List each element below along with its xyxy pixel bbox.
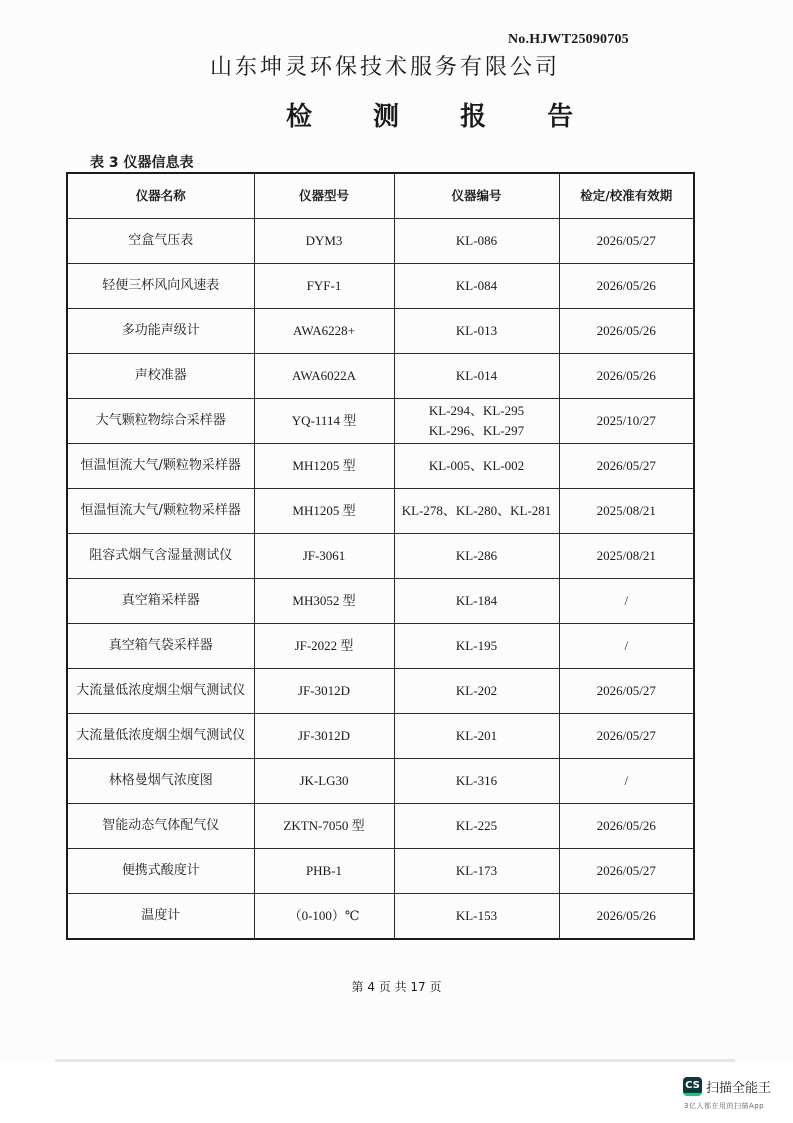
instrument-model: PHB-1: [254, 849, 394, 894]
instrument-id: [394, 399, 559, 444]
instrument-model: JF-3061: [254, 534, 394, 579]
instrument-name: 大气颗粒物综合采样器: [67, 399, 254, 444]
instrument-name: 声校准器: [67, 354, 254, 399]
validity-date: 2026/05/26: [559, 309, 694, 354]
table-row: [67, 759, 694, 804]
page-number: 第 4 页 共 17 页: [351, 980, 442, 994]
table-row: [67, 894, 694, 940]
instrument-name: 轻便三杯风向风速表: [67, 264, 254, 309]
validity-date: 2026/05/26: [559, 804, 694, 849]
validity-date: 2025/10/27: [559, 399, 694, 444]
instrument-id: [394, 309, 559, 354]
validity-date: 2026/05/26: [559, 264, 694, 309]
table-row: [67, 534, 694, 579]
instrument-id: [394, 624, 559, 669]
table-row: [67, 399, 694, 444]
instrument-id-line: KL-225: [455, 818, 498, 833]
instrument-name: 恒温恒流大气/颗粒物采样器: [67, 444, 254, 489]
table-caption: 表 3 仪器信息表: [90, 155, 194, 171]
table-row: [67, 309, 694, 354]
instrument-id-line: KL-173: [455, 863, 498, 878]
instrument-id-line: KL-278、KL-280、KL-281: [401, 503, 552, 518]
instrument-name: 空盒气压表: [67, 219, 254, 264]
camscanner-logo-icon: CS: [683, 1077, 702, 1096]
column-header-id: 仪器编号: [394, 173, 559, 219]
instrument-model: MH3052 型: [254, 579, 394, 624]
instrument-model: ZKTN-7050 型: [254, 804, 394, 849]
table-row: [67, 849, 694, 894]
instrument-model: YQ-1114 型: [254, 399, 394, 444]
instrument-model: DYM3: [254, 219, 394, 264]
validity-date: 2026/05/26: [559, 354, 694, 399]
instrument-name: 便携式酸度计: [67, 849, 254, 894]
instrument-name: 多功能声级计: [67, 309, 254, 354]
table-row: [67, 579, 694, 624]
validity-date: /: [559, 624, 694, 669]
instrument-id: [394, 354, 559, 399]
instrument-id-line: KL-005、KL-002: [428, 458, 525, 473]
instrument-id: [394, 714, 559, 759]
instrument-id-line: KL-013: [455, 323, 498, 338]
validity-date: /: [559, 579, 694, 624]
validity-date: 2026/05/27: [559, 669, 694, 714]
instrument-id: [394, 759, 559, 804]
validity-date: 2026/05/26: [559, 894, 694, 940]
validity-date: /: [559, 759, 694, 804]
table-header-row: [67, 173, 694, 219]
column-header-model: 仪器型号: [254, 173, 394, 219]
scan-edge: [55, 1059, 735, 1062]
table-row: [67, 444, 694, 489]
table-row: [67, 804, 694, 849]
instrument-id: [394, 579, 559, 624]
instrument-id-line: KL-086: [455, 233, 498, 248]
table-row: [67, 489, 694, 534]
document-title: 检 测 报 告: [286, 102, 600, 132]
column-header-name: 仪器名称: [67, 173, 254, 219]
instrument-name: 温度计: [67, 894, 254, 940]
instrument-name: 智能动态气体配气仪: [67, 804, 254, 849]
instrument-id-line: KL-014: [455, 368, 498, 383]
instrument-id-line: KL-195: [455, 638, 498, 653]
instrument-model: （0-100）℃: [254, 894, 394, 940]
instrument-id: [394, 669, 559, 714]
instrument-id-line: KL-316: [455, 773, 498, 788]
instrument-id-line: KL-286: [455, 548, 498, 563]
table-row: [67, 669, 694, 714]
validity-date: 2026/05/27: [559, 714, 694, 759]
instrument-id: [394, 219, 559, 264]
instrument-name: 大流量低浓度烟尘烟气测试仪: [67, 714, 254, 759]
instrument-name: 阻容式烟气含湿量测试仪: [67, 534, 254, 579]
instrument-id-line: KL-201: [455, 728, 498, 743]
table-row: [67, 624, 694, 669]
table-row: [67, 264, 694, 309]
table-row: [67, 219, 694, 264]
instrument-id-line: KL-294、KL-295: [428, 403, 525, 418]
instrument-id: [394, 804, 559, 849]
instrument-id-line: KL-296、KL-297: [428, 423, 525, 438]
company-name: 山东坤灵环保技术服务有限公司: [210, 55, 561, 80]
instrument-id: [394, 444, 559, 489]
validity-date: 2025/08/21: [559, 489, 694, 534]
validity-date: 2025/08/21: [559, 534, 694, 579]
instrument-id-line: KL-184: [455, 593, 498, 608]
instrument-model: JK-LG30: [254, 759, 394, 804]
validity-date: 2026/05/27: [559, 444, 694, 489]
instrument-model: JF-3012D: [254, 669, 394, 714]
instrument-model: AWA6228+: [254, 309, 394, 354]
scanner-watermark: [683, 1077, 789, 1117]
instrument-id-line: KL-153: [455, 908, 498, 923]
table-row: [67, 354, 694, 399]
validity-date: 2026/05/27: [559, 219, 694, 264]
instrument-model: AWA6022A: [254, 354, 394, 399]
instrument-name: 林格曼烟气浓度图: [67, 759, 254, 804]
instrument-id: [394, 489, 559, 534]
table-row: [67, 714, 694, 759]
instrument-id: [394, 894, 559, 940]
report-number: No.HJWT25090705: [508, 32, 629, 47]
column-header-validity: 检定/校准有效期: [559, 173, 694, 219]
instrument-name: 大流量低浓度烟尘烟气测试仪: [67, 669, 254, 714]
instrument-model: FYF-1: [254, 264, 394, 309]
instrument-table: [66, 172, 695, 940]
instrument-id: [394, 849, 559, 894]
instrument-model: JF-2022 型: [254, 624, 394, 669]
instrument-model: JF-3012D: [254, 714, 394, 759]
instrument-id: [394, 534, 559, 579]
instrument-name: 真空箱气袋采样器: [67, 624, 254, 669]
instrument-model: MH1205 型: [254, 444, 394, 489]
instrument-name: 真空箱采样器: [67, 579, 254, 624]
watermark-tagline: 3亿人都在用的扫描App: [684, 1102, 765, 1110]
instrument-model: MH1205 型: [254, 489, 394, 534]
validity-date: 2026/05/27: [559, 849, 694, 894]
instrument-name: 恒温恒流大气/颗粒物采样器: [67, 489, 254, 534]
instrument-id-line: KL-202: [455, 683, 498, 698]
watermark-app-name: 扫描全能王: [706, 1081, 772, 1096]
instrument-id-line: KL-084: [455, 278, 498, 293]
instrument-id: [394, 264, 559, 309]
